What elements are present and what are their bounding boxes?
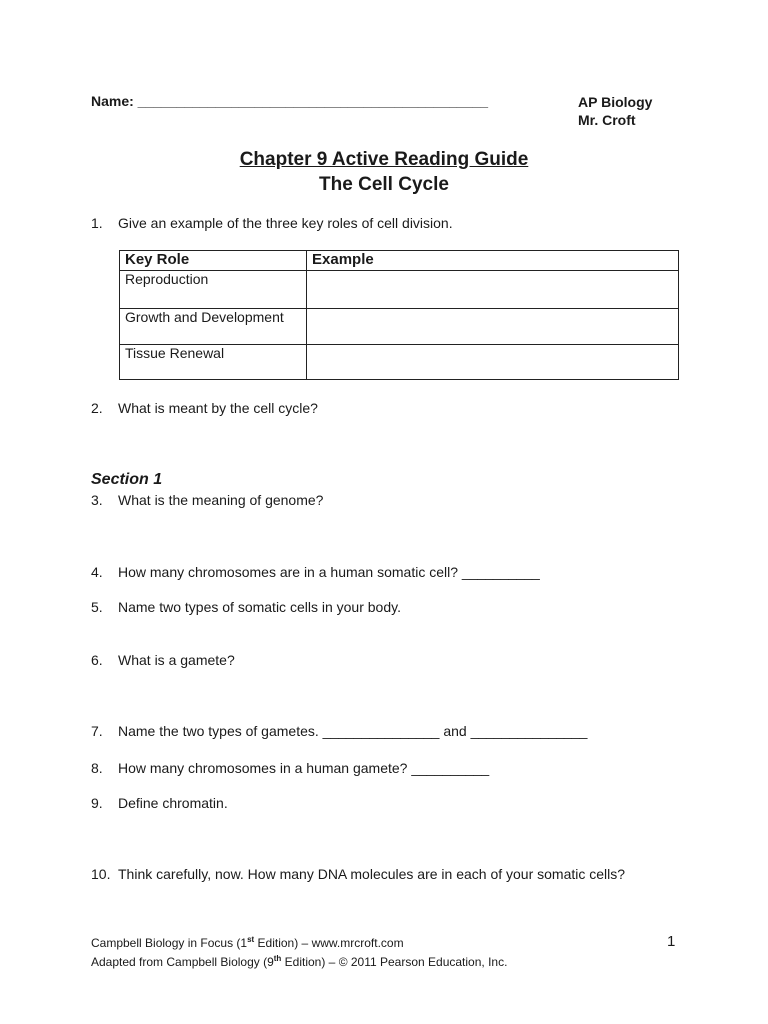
footer-line-1 bbox=[91, 932, 507, 951]
question-5 bbox=[91, 599, 401, 615]
footer-text: Campbell Biology in Focus (1 bbox=[91, 936, 248, 950]
question-text: Name two types of somatic cells in your body. bbox=[118, 599, 401, 615]
question-2 bbox=[91, 400, 318, 416]
section-heading: Section 1 bbox=[91, 471, 163, 488]
question-text: Name the two types of gametes. _______________ and _______________ bbox=[118, 723, 588, 739]
table-row bbox=[120, 271, 679, 309]
question-3 bbox=[91, 492, 323, 508]
question-number: 3. bbox=[91, 492, 103, 508]
question-7 bbox=[91, 723, 587, 739]
title-text: Chapter 9 Active Reading Guide bbox=[239, 149, 529, 170]
question-number: 4. bbox=[91, 564, 103, 580]
question-6 bbox=[91, 652, 235, 668]
footer-text: Adapted from Campbell Biology (9 bbox=[91, 955, 274, 969]
question-number: 9. bbox=[91, 795, 103, 811]
question-number: 1. bbox=[91, 215, 103, 231]
role-cell: Growth and Development bbox=[120, 309, 307, 345]
footer-text: Edition) – © 2011 Pearson Education, Inc. bbox=[281, 955, 508, 969]
question-text: How many chromosomes are in a human somatic cell? __________ bbox=[118, 564, 540, 580]
question-text: What is a gamete? bbox=[118, 652, 235, 668]
question-text: Think carefully, now. How many DNA molecules are in each of your somatic cells? bbox=[118, 866, 626, 882]
footer-superscript: th bbox=[273, 954, 282, 963]
table-row bbox=[120, 309, 679, 345]
footer-credits bbox=[91, 932, 507, 970]
question-text: What is meant by the cell cycle? bbox=[118, 400, 318, 416]
table-header-row bbox=[120, 251, 679, 271]
question-1 bbox=[91, 215, 453, 231]
table-row bbox=[120, 345, 679, 380]
course-name: AP Biology bbox=[578, 94, 653, 110]
question-9 bbox=[91, 795, 228, 811]
example-cell[interactable] bbox=[307, 345, 679, 380]
page-subtitle: The Cell Cycle bbox=[319, 174, 449, 195]
question-number: 6. bbox=[91, 652, 103, 668]
teacher-name: Mr. Croft bbox=[578, 112, 636, 128]
course-info bbox=[578, 93, 652, 129]
page-title bbox=[0, 149, 768, 171]
question-number: 5. bbox=[91, 599, 103, 615]
question-8 bbox=[91, 760, 489, 776]
role-cell: Reproduction bbox=[120, 271, 307, 309]
question-10 bbox=[91, 866, 625, 882]
name-field-label[interactable]: Name: _____________________________________________ bbox=[91, 93, 489, 109]
column-header-example: Example bbox=[307, 251, 679, 271]
example-cell[interactable] bbox=[307, 309, 679, 345]
question-text: Define chromatin. bbox=[118, 795, 228, 811]
question-text: Give an example of the three key roles of cell division. bbox=[118, 215, 453, 231]
footer-line-2 bbox=[91, 951, 507, 970]
key-roles-table bbox=[119, 250, 679, 380]
role-cell: Tissue Renewal bbox=[120, 345, 307, 380]
page-number: 1 bbox=[667, 933, 676, 950]
question-number: 7. bbox=[91, 723, 103, 739]
question-number: 10. bbox=[91, 866, 111, 882]
footer-superscript: st bbox=[247, 935, 255, 944]
column-header-key-role: Key Role bbox=[120, 251, 307, 271]
question-text: How many chromosomes in a human gamete? __________ bbox=[118, 760, 490, 776]
question-number: 2. bbox=[91, 400, 103, 416]
footer-text: Edition) – www.mrcroft.com bbox=[254, 936, 404, 950]
question-number: 8. bbox=[91, 760, 103, 776]
question-text: What is the meaning of genome? bbox=[118, 492, 324, 508]
example-cell[interactable] bbox=[307, 271, 679, 309]
question-4 bbox=[91, 564, 540, 580]
